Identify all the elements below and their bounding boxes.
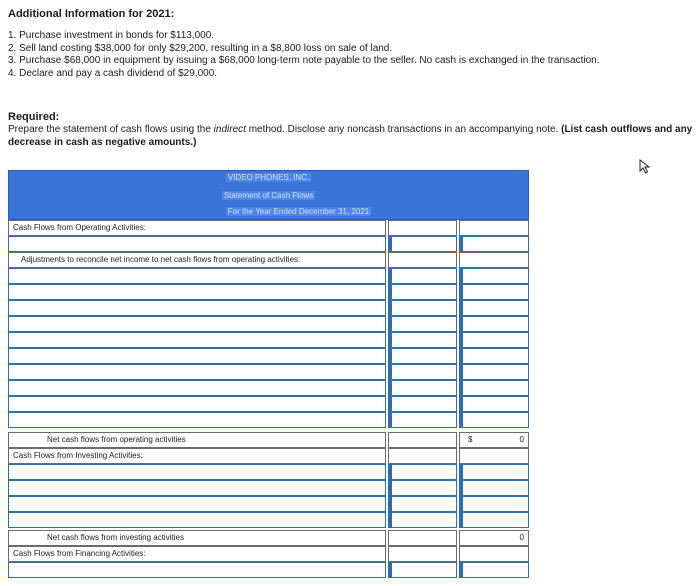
statement-period: For the Year Ended December 31, 2021 xyxy=(227,207,370,216)
table-row xyxy=(8,252,529,268)
account-input[interactable] xyxy=(8,464,386,480)
total-cell xyxy=(459,220,529,236)
amount-input[interactable] xyxy=(388,480,457,496)
total-cell xyxy=(459,412,529,428)
total-cell xyxy=(459,512,529,528)
table-row xyxy=(8,284,529,300)
total-cell xyxy=(459,284,529,300)
amount-input[interactable] xyxy=(388,396,457,412)
table-row xyxy=(8,380,529,396)
amount-input[interactable] xyxy=(388,332,457,348)
account-input[interactable] xyxy=(8,300,386,316)
total-cell xyxy=(459,252,529,268)
net-operating-value: 0 xyxy=(519,435,524,444)
table-row xyxy=(8,332,529,348)
net-investing-total xyxy=(459,530,529,546)
additional-info-heading: Additional Information for 2021: xyxy=(8,8,175,20)
account-input[interactable] xyxy=(8,512,386,528)
amount-input[interactable] xyxy=(388,512,457,528)
amount-input[interactable] xyxy=(388,496,457,512)
amount-input[interactable] xyxy=(388,284,457,300)
operating-activities-label: Cash Flows from Operating Activities: xyxy=(8,220,386,236)
currency-symbol: $ xyxy=(468,435,473,444)
info-item: 1. Purchase investment in bonds for $113,000. xyxy=(8,30,215,41)
investing-activities-label: Cash Flows from Investing Activities: xyxy=(8,448,386,464)
total-cell xyxy=(459,236,529,252)
total-cell xyxy=(459,396,529,412)
table-row xyxy=(8,348,529,364)
required-text xyxy=(8,124,693,149)
total-cell xyxy=(459,268,529,284)
required-heading: Required: xyxy=(8,111,60,123)
table-row xyxy=(8,316,529,332)
amount-input[interactable] xyxy=(388,464,457,480)
statement-banner xyxy=(8,170,529,220)
account-input[interactable] xyxy=(8,284,386,300)
table-row xyxy=(8,268,529,284)
required-text-part: Prepare the statement of cash flows using the xyxy=(8,124,214,135)
table-row xyxy=(8,496,529,512)
statement-title: Statement of Cash Flows xyxy=(223,191,314,200)
amount-cell xyxy=(388,220,457,236)
account-input[interactable] xyxy=(8,396,386,412)
amount-input[interactable] xyxy=(388,412,457,428)
table-row xyxy=(8,220,529,236)
total-cell xyxy=(459,300,529,316)
amount-input[interactable] xyxy=(388,348,457,364)
account-input[interactable] xyxy=(8,348,386,364)
required-text-italic: indirect xyxy=(213,124,246,135)
account-input[interactable] xyxy=(8,316,386,332)
amount-cell xyxy=(388,432,457,448)
table-row xyxy=(8,512,529,528)
table-row xyxy=(8,480,529,496)
amount-input[interactable] xyxy=(388,236,457,252)
total-cell xyxy=(459,348,529,364)
financing-activities-label: Cash Flows from Financing Activities: xyxy=(8,546,386,562)
amount-input[interactable] xyxy=(388,380,457,396)
total-cell xyxy=(459,316,529,332)
amount-input[interactable] xyxy=(388,268,457,284)
table-row xyxy=(8,432,529,448)
account-input[interactable] xyxy=(8,332,386,348)
table-row xyxy=(8,364,529,380)
account-input[interactable] xyxy=(8,480,386,496)
net-investing-label: Net cash flows from investing activities xyxy=(8,530,386,546)
total-cell xyxy=(459,562,529,578)
adjustments-label: Adjustments to reconcile net income to net cash flows from operating activities: xyxy=(8,252,386,268)
company-name: VIDEO PHONES, INC. xyxy=(227,173,310,182)
account-input[interactable] xyxy=(8,236,386,252)
table-row xyxy=(8,412,529,428)
net-investing-value: 0 xyxy=(519,533,524,542)
table-row xyxy=(8,464,529,480)
amount-input[interactable] xyxy=(388,316,457,332)
account-input[interactable] xyxy=(8,364,386,380)
additional-info-list xyxy=(8,30,600,80)
total-cell xyxy=(459,448,529,464)
amount-input[interactable] xyxy=(388,364,457,380)
total-cell xyxy=(459,480,529,496)
table-row xyxy=(8,396,529,412)
net-operating-label: Net cash flows from operating activities xyxy=(8,432,386,448)
account-input[interactable] xyxy=(8,412,386,428)
table-row xyxy=(8,530,529,546)
account-input[interactable] xyxy=(8,268,386,284)
amount-input[interactable] xyxy=(388,562,457,578)
total-cell xyxy=(459,364,529,380)
required-text-part: method. Disclose any noncash transactions in an accompanying note. xyxy=(245,124,562,135)
amount-cell xyxy=(388,448,457,464)
amount-cell xyxy=(388,546,457,562)
account-input[interactable] xyxy=(8,380,386,396)
table-row xyxy=(8,236,529,252)
table-row xyxy=(8,448,529,464)
amount-cell xyxy=(388,252,457,268)
mouse-pointer-icon xyxy=(638,158,654,174)
account-input[interactable] xyxy=(8,496,386,512)
net-operating-total xyxy=(459,432,529,448)
table-row xyxy=(8,546,529,562)
info-item: 3. Purchase $68,000 in equipment by issuing a $68,000 long-term note payable to the seller. No cash is exchanged in the transaction. xyxy=(8,55,600,66)
total-cell xyxy=(459,496,529,512)
amount-cell xyxy=(388,530,457,546)
amount-input[interactable] xyxy=(388,300,457,316)
total-cell xyxy=(459,332,529,348)
info-item: 4. Declare and pay a cash dividend of $29,000. xyxy=(8,67,218,79)
table-row xyxy=(8,300,529,316)
required-text-bold: (List cash outflows and any decrease in cash as negative amounts.) xyxy=(8,124,693,148)
account-input[interactable] xyxy=(8,562,386,578)
total-cell xyxy=(459,464,529,480)
total-cell xyxy=(459,380,529,396)
total-cell xyxy=(459,546,529,562)
table-row xyxy=(8,562,529,578)
info-item: 2. Sell land costing $38,000 for only $29,200, resulting in a $8,800 loss on sale of land. xyxy=(8,42,393,54)
